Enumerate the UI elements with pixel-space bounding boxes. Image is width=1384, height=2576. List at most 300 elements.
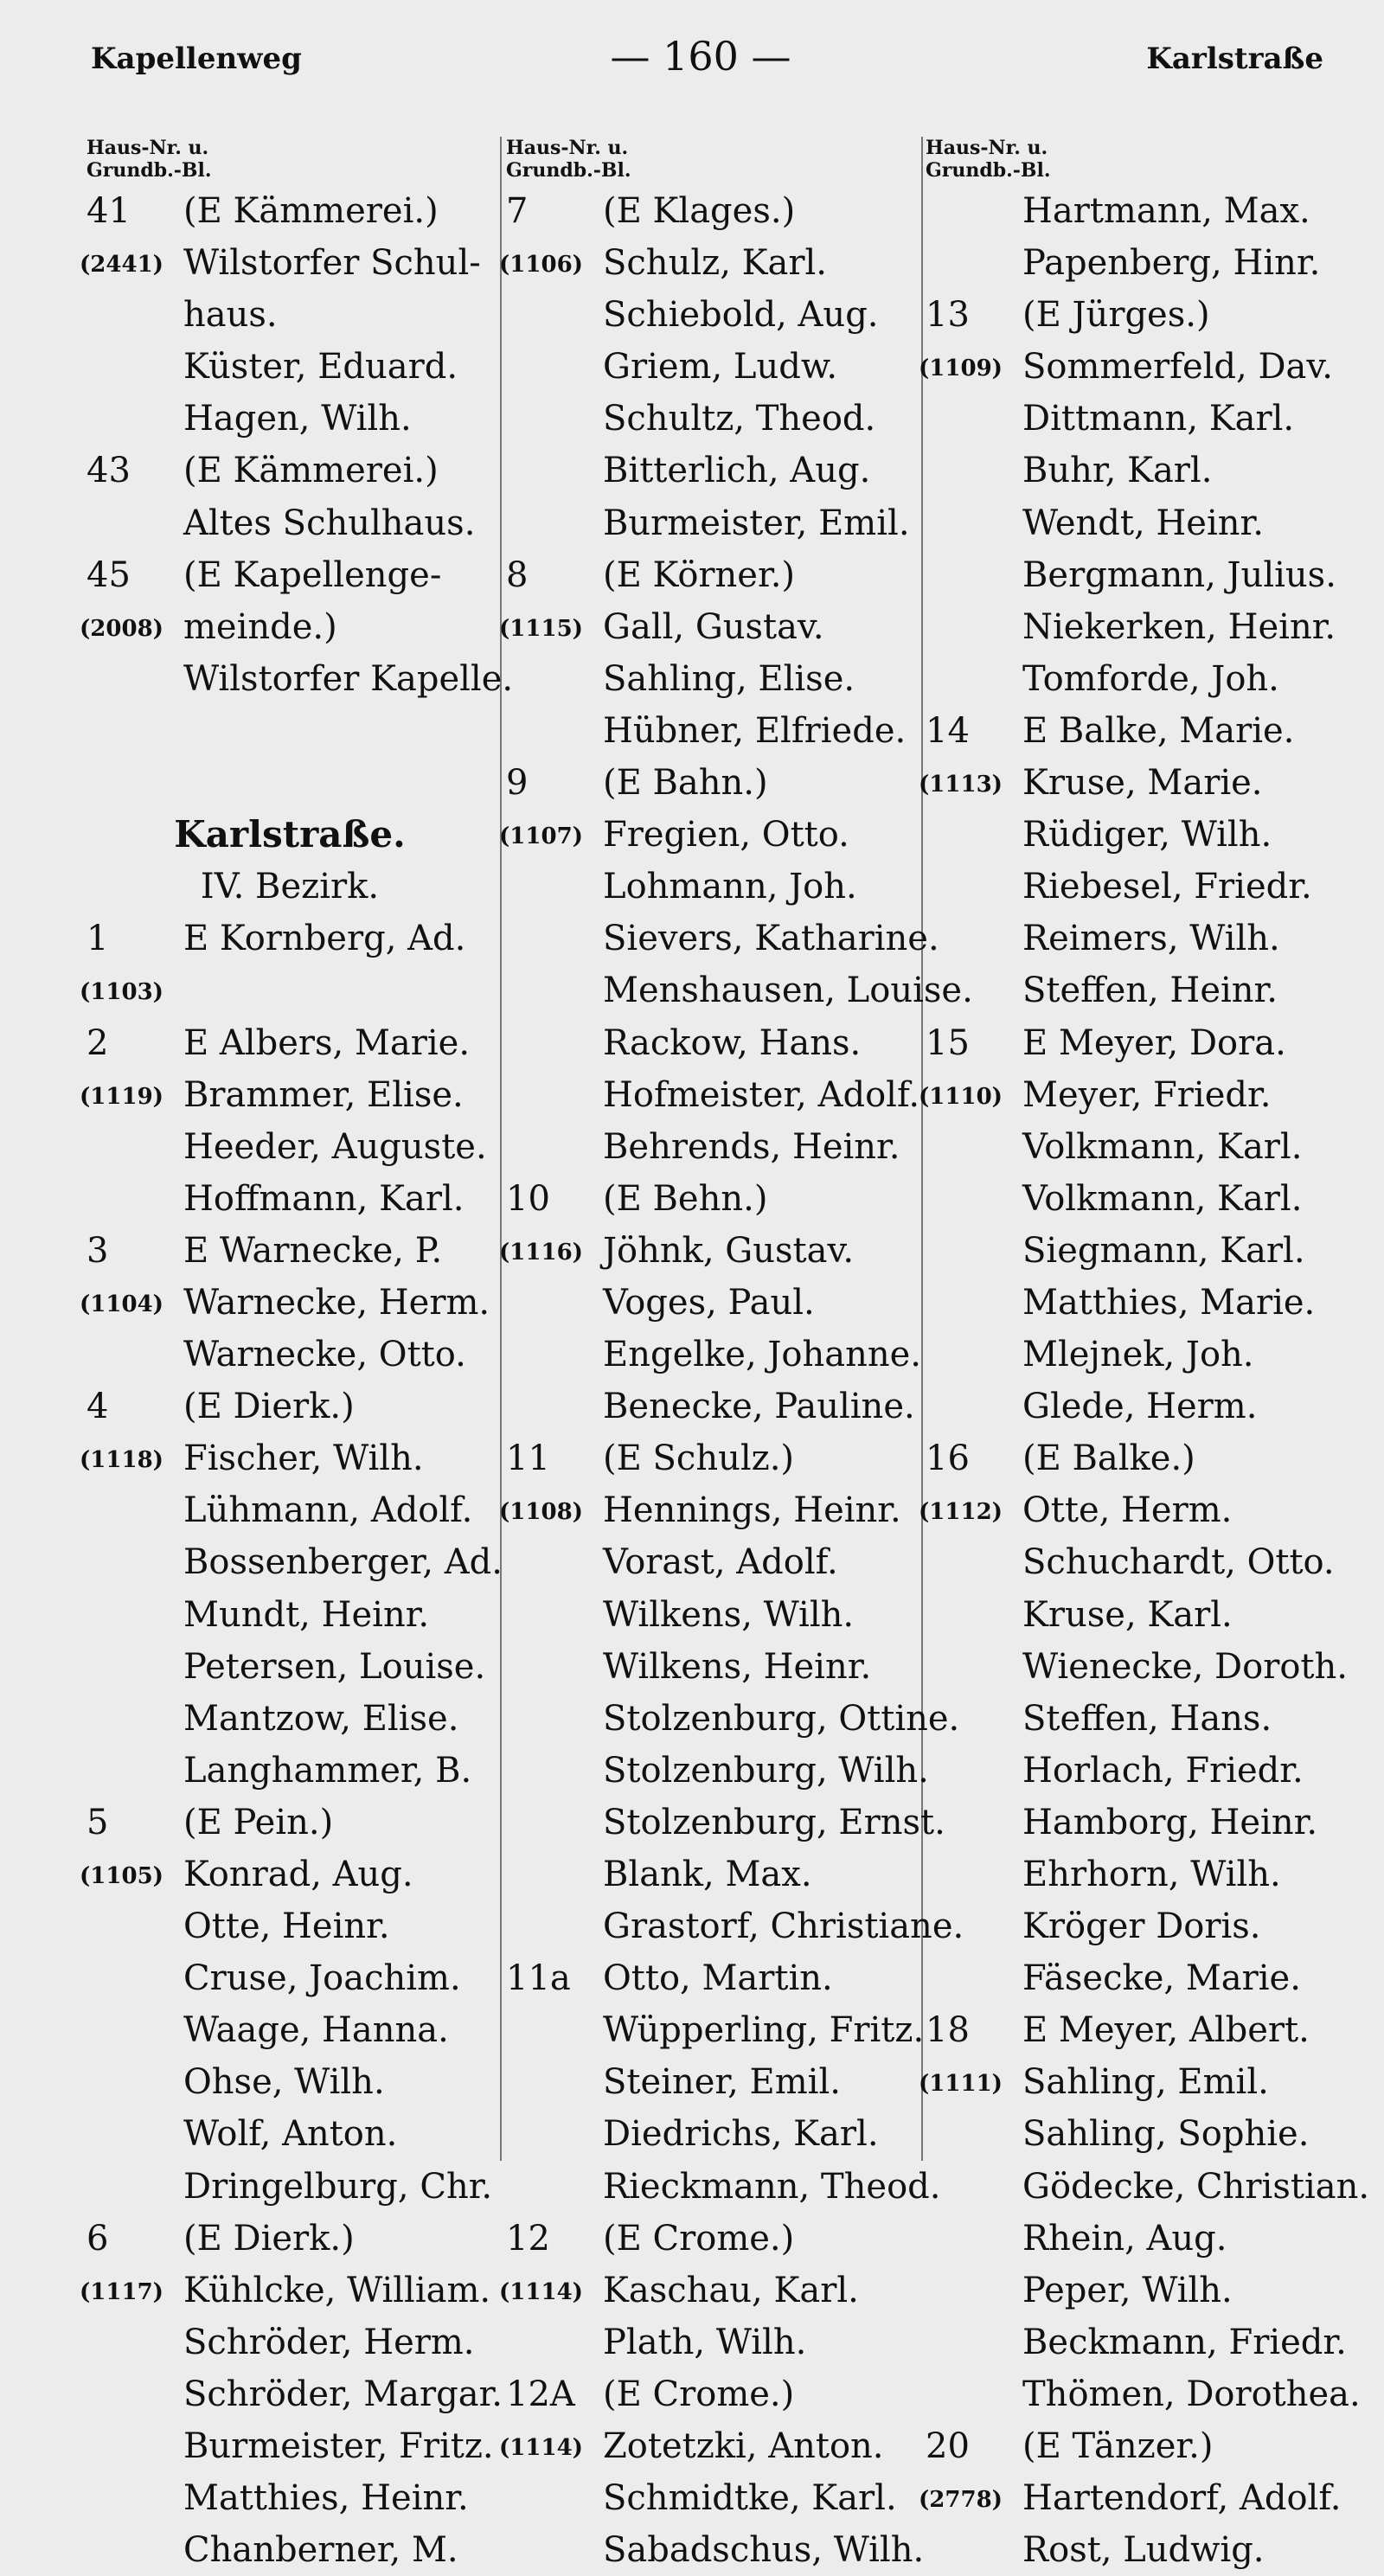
- directory-entry: [80, 964, 493, 1016]
- directory-entry: [86, 1797, 493, 1849]
- resident-name: Schultz, Theod.: [603, 399, 876, 439]
- directory-entry: [506, 549, 939, 601]
- resident-name: Siegmann, Karl.: [1022, 1230, 1305, 1271]
- directory-entry: [80, 1432, 493, 1484]
- resident-name: Wüpperling, Fritz.: [603, 2010, 925, 2051]
- resident-name: (E Dierk.): [183, 1387, 355, 1427]
- column-header-line: Grundb.-Bl.: [506, 159, 631, 182]
- house-number: 2: [86, 1022, 109, 1063]
- directory-entry: [506, 1797, 945, 1849]
- directory-entry: [506, 393, 939, 445]
- directory-entry: [926, 1017, 1367, 1069]
- resident-name: Waage, Hanna.: [183, 2010, 449, 2051]
- resident-name: (E Balke.): [1022, 1439, 1195, 1479]
- resident-name: Burmeister, Emil.: [603, 503, 910, 543]
- resident-name: Kruse, Marie.: [1022, 763, 1263, 804]
- resident-name: Stolzenburg, Ernst.: [603, 1802, 945, 1842]
- resident-name: Hoffmann, Karl.: [183, 1178, 465, 1219]
- resident-name: Otte, Heinr.: [183, 1906, 390, 1947]
- directory-entry: [926, 549, 1367, 601]
- house-number: 11: [506, 1439, 550, 1479]
- resident-name: Peper, Wilh.: [1022, 2270, 1233, 2310]
- directory-entry: [86, 1693, 493, 1745]
- resident-name: Voges, Paul.: [603, 1282, 815, 1323]
- directory-entry: [86, 2004, 493, 2056]
- directory-entry: [926, 1277, 1367, 1329]
- resident-name: Ehrhorn, Wilh.: [1022, 1855, 1281, 1894]
- directory-entry: [86, 2420, 493, 2472]
- resident-name: Warnecke, Herm.: [183, 1282, 490, 1323]
- resident-name: Heeder, Auguste.: [183, 1126, 487, 1167]
- resident-name: Behrends, Heinr.: [603, 1126, 900, 1167]
- directory-entry: [506, 964, 973, 1016]
- house-number: 6: [86, 2218, 109, 2259]
- directory-entry: [86, 1225, 493, 1277]
- resident-name: (E Behn.): [603, 1178, 768, 1219]
- directory-entry: [506, 1381, 939, 1432]
- directory-entry: [926, 1173, 1367, 1225]
- resident-name: Hamborg, Heinr.: [1022, 1802, 1318, 1842]
- land-register-number: (1109): [919, 356, 1003, 382]
- directory-entry: [506, 1589, 939, 1641]
- house-number: 14: [926, 710, 970, 751]
- directory-entry: [86, 445, 493, 497]
- directory-entry: [506, 2004, 939, 2056]
- house-number: 18: [926, 2010, 970, 2051]
- directory-entry: [926, 289, 1367, 341]
- directory-column-1: [80, 137, 514, 2576]
- resident-name: Otte, Herm.: [1022, 1490, 1233, 1531]
- directory-entry: [506, 2472, 939, 2524]
- resident-name: Rackow, Hans.: [603, 1022, 862, 1063]
- district-heading: IV. Bezirk.: [200, 867, 380, 907]
- house-number: 41: [86, 191, 131, 231]
- directory-entry: [506, 1017, 939, 1069]
- resident-name: Griem, Ludw.: [603, 347, 838, 388]
- column-header-line: Haus-Nr. u.: [86, 137, 209, 159]
- land-register-number: (1112): [919, 1499, 1003, 1526]
- land-register-number: (1107): [499, 823, 583, 850]
- resident-name: Schiebold, Aug.: [603, 295, 879, 336]
- resident-name: Kruse, Karl.: [1022, 1594, 1233, 1635]
- house-number: 20: [926, 2426, 970, 2467]
- resident-name: (E Kämmerei.): [183, 191, 439, 231]
- land-register-number: (1110): [919, 1083, 1003, 1110]
- directory-entry: [506, 2056, 939, 2108]
- resident-name: Schmidtke, Karl.: [603, 2478, 897, 2519]
- directory-entry: [926, 2368, 1367, 2420]
- directory-entry: [86, 2161, 493, 2213]
- resident-name: Wilstorfer Schul-: [183, 243, 481, 284]
- house-number: 12: [506, 2218, 550, 2259]
- column-header: [506, 137, 939, 185]
- directory-entry: [506, 1277, 939, 1329]
- resident-name: Steiner, Emil.: [603, 2062, 841, 2103]
- directory-entry: [506, 913, 939, 964]
- resident-name: Hagen, Wilh.: [183, 399, 412, 439]
- land-register-number: (1111): [919, 2071, 1003, 2098]
- directory-entry: [506, 1069, 939, 1121]
- directory-entry: [506, 1849, 939, 1900]
- directory-entry: [926, 964, 1367, 1016]
- directory-entry: [86, 1536, 503, 1588]
- directory-entry: [80, 237, 493, 289]
- resident-name: Cruse, Joachim.: [183, 1958, 461, 1999]
- resident-name: Rost, Ludwig.: [1022, 2530, 1265, 2571]
- resident-name: Zotetzki, Anton.: [603, 2426, 884, 2467]
- directory-entry: [926, 2213, 1367, 2265]
- resident-name: (E Schulz.): [603, 1439, 795, 1479]
- directory-entry: [506, 1952, 939, 2004]
- directory-entry: [80, 601, 493, 653]
- resident-name: (E Jürges.): [1022, 295, 1210, 336]
- directory-entry: [86, 1745, 493, 1797]
- directory-entry: [499, 1225, 939, 1277]
- resident-name: Langhammer, B.: [183, 1750, 472, 1791]
- directory-entry: [86, 2316, 493, 2368]
- directory-entry: [86, 2472, 493, 2524]
- column-header: [86, 137, 493, 185]
- directory-entry: [86, 1017, 493, 1069]
- directory-entry: [506, 2524, 939, 2576]
- resident-name: E Warnecke, P.: [183, 1230, 443, 1271]
- resident-name: Wienecke, Doroth.: [1022, 1646, 1348, 1687]
- directory-entry: [506, 2108, 939, 2160]
- resident-name: Blank, Max.: [603, 1855, 812, 1894]
- directory-entry: [506, 1121, 939, 1173]
- resident-name: Wendt, Heinr.: [1022, 503, 1264, 543]
- directory-entry: [926, 809, 1367, 861]
- directory-entry: [506, 1693, 960, 1745]
- resident-name: Rieckmann, Theod.: [603, 2166, 941, 2207]
- house-number: 11a: [506, 1958, 571, 1999]
- directory-entry: [86, 1329, 493, 1381]
- directory-entry: [86, 2368, 503, 2420]
- directory-entry: [926, 653, 1367, 705]
- column-header: [926, 137, 1367, 185]
- directory-entry: [926, 1745, 1367, 1797]
- land-register-number: (2441): [80, 252, 163, 279]
- resident-name: Hennings, Heinr.: [603, 1490, 901, 1531]
- resident-name: Bergmann, Julius.: [1022, 554, 1336, 595]
- resident-name: Bossenberger, Ad.: [183, 1542, 503, 1583]
- resident-name: Ohse, Wilh.: [183, 2062, 385, 2103]
- resident-name: Otto, Martin.: [603, 1958, 833, 1999]
- house-number: 10: [506, 1178, 550, 1219]
- directory-entry: [506, 289, 939, 341]
- directory-entry: [506, 2161, 939, 2213]
- land-register-number: (1113): [919, 772, 1003, 798]
- directory-entry: [86, 2056, 493, 2108]
- directory-entry: [926, 1849, 1367, 1900]
- resident-name: Sahling, Elise.: [603, 658, 855, 699]
- directory-entry: [80, 1849, 493, 1900]
- resident-name: Matthies, Marie.: [1022, 1282, 1316, 1323]
- land-register-number: (1105): [80, 1863, 163, 1889]
- land-register-number: (1119): [80, 1083, 163, 1110]
- directory-column-3: [919, 137, 1370, 2576]
- resident-name: Niekerken, Heinr.: [1022, 606, 1336, 647]
- directory-entry: [506, 2368, 939, 2420]
- directory-entry: [926, 1381, 1367, 1432]
- spacer: [86, 757, 493, 809]
- directory-entry: [86, 185, 493, 237]
- land-register-number: (1106): [499, 252, 583, 279]
- directory-entry: [919, 757, 1367, 809]
- resident-name: E Balke, Marie.: [1022, 710, 1295, 751]
- directory-entry: [926, 2316, 1367, 2368]
- directory-entry: [926, 2161, 1370, 2213]
- directory-entry: [926, 393, 1367, 445]
- resident-name: Tomforde, Joh.: [1022, 658, 1279, 699]
- directory-entry: [926, 1900, 1367, 1952]
- resident-name: Altes Schulhaus.: [183, 503, 476, 543]
- directory-entry: [506, 653, 939, 705]
- directory-entry: [926, 601, 1367, 653]
- resident-name: Riebesel, Friedr.: [1022, 867, 1312, 907]
- resident-name: Beckmann, Friedr.: [1022, 2322, 1347, 2362]
- directory-entry: [919, 2472, 1367, 2524]
- directory-entry: [80, 1277, 493, 1329]
- directory-entry: [86, 913, 493, 964]
- directory-entry: [926, 1536, 1367, 1588]
- running-head-left: Kapellenweg: [91, 42, 302, 76]
- resident-name: Hartendorf, Adolf.: [1022, 2478, 1342, 2519]
- resident-name: Mundt, Heinr.: [183, 1594, 430, 1635]
- resident-name: Stolzenburg, Ottine.: [603, 1698, 960, 1739]
- directory-entry: [926, 2108, 1367, 2160]
- directory-entry: [499, 2420, 939, 2472]
- resident-name: (E Pein.): [183, 1802, 334, 1842]
- resident-name: Stolzenburg, Wilh.: [603, 1750, 929, 1791]
- directory-entry: [926, 861, 1367, 913]
- resident-name: Dittmann, Karl.: [1022, 399, 1295, 439]
- resident-name: Sommerfeld, Dav.: [1022, 347, 1333, 388]
- directory-entry: [506, 705, 939, 757]
- resident-name: Steffen, Hans.: [1022, 1698, 1272, 1739]
- resident-name: Mlejnek, Joh.: [1022, 1335, 1254, 1375]
- directory-entry: [499, 809, 939, 861]
- resident-name: (E Kämmerei.): [183, 451, 439, 491]
- resident-name: Benecke, Pauline.: [603, 1387, 915, 1427]
- resident-name: (E Körner.): [603, 554, 796, 595]
- resident-name: Konrad, Aug.: [183, 1855, 413, 1894]
- resident-name: Hartmann, Max.: [1022, 191, 1310, 231]
- resident-name: Schulz, Karl.: [603, 243, 827, 284]
- house-number: 5: [86, 1802, 109, 1842]
- house-number: 15: [926, 1022, 970, 1063]
- directory-entry: [80, 1069, 493, 1121]
- directory-entry: [86, 549, 493, 601]
- directory-entry: [926, 1797, 1367, 1849]
- land-register-number: (1115): [499, 615, 583, 642]
- directory-entry: [919, 1484, 1367, 1536]
- land-register-number: (2778): [919, 2487, 1003, 2514]
- directory-entry: [86, 2213, 493, 2265]
- directory-entry: [926, 2420, 1367, 2472]
- resident-name: (E Kapellenge-: [183, 554, 442, 595]
- directory-entry: [86, 1641, 493, 1693]
- resident-name: Küster, Eduard.: [183, 347, 458, 388]
- resident-name: Wilkens, Wilh.: [603, 1594, 855, 1635]
- directory-entry: [926, 1952, 1367, 2004]
- directory-entry: [506, 861, 939, 913]
- directory-entry: [506, 1329, 939, 1381]
- directory-entry: [926, 1589, 1367, 1641]
- resident-name: Fäsecke, Marie.: [1022, 1958, 1301, 1999]
- house-number: 13: [926, 295, 970, 336]
- resident-name: Kröger Doris.: [1022, 1906, 1261, 1947]
- directory-entry: [499, 601, 939, 653]
- resident-name: Kühlcke, William.: [183, 2270, 491, 2310]
- directory-entry: [86, 1381, 493, 1432]
- directory-entry: [506, 1432, 939, 1484]
- resident-name: Steffen, Heinr.: [1022, 971, 1278, 1011]
- resident-name: Matthies, Heinr.: [183, 2478, 469, 2519]
- resident-name: Schröder, Margar.: [183, 2374, 503, 2414]
- resident-name: Schuchardt, Otto.: [1022, 1542, 1335, 1583]
- directory-entry: [926, 1329, 1367, 1381]
- house-number: 9: [506, 763, 529, 804]
- directory-entry: [506, 2316, 939, 2368]
- resident-name: haus.: [183, 295, 278, 336]
- directory-entry: [86, 1900, 493, 1952]
- column-divider: [500, 137, 502, 2161]
- house-number: 43: [86, 451, 131, 491]
- directory-entry: [926, 913, 1367, 964]
- resident-name: Diedrichs, Karl.: [603, 2114, 879, 2155]
- resident-name: Schröder, Herm.: [183, 2322, 475, 2362]
- resident-name: Fischer, Wilh.: [183, 1439, 424, 1479]
- land-register-number: (1114): [499, 2435, 583, 2462]
- directory-entry: [86, 1121, 493, 1173]
- directory-entry: [919, 341, 1367, 393]
- resident-name: Chanberner, M.: [183, 2530, 458, 2571]
- directory-entry: [926, 185, 1367, 237]
- resident-name: E Meyer, Dora.: [1022, 1022, 1286, 1063]
- directory-entry: [86, 2108, 493, 2160]
- directory-entry: [506, 445, 939, 497]
- resident-name: Gall, Gustav.: [603, 606, 824, 647]
- directory-entry: [926, 1121, 1367, 1173]
- directory-entry: [926, 2524, 1367, 2576]
- resident-name: Volkmann, Karl.: [1022, 1178, 1303, 1219]
- directory-entry: [506, 1745, 939, 1797]
- directory-entry: [80, 2265, 493, 2316]
- resident-name: Hübner, Elfriede.: [603, 710, 907, 751]
- land-register-number: (1116): [499, 1239, 583, 1266]
- resident-name: Plath, Wilh.: [603, 2322, 807, 2362]
- page-number: — 160 —: [610, 33, 791, 80]
- resident-name: Volkmann, Karl.: [1022, 1126, 1303, 1167]
- house-number: 8: [506, 554, 529, 595]
- directory-entry: [86, 497, 493, 549]
- resident-name: Petersen, Louise.: [183, 1646, 486, 1687]
- resident-name: Thömen, Dorothea.: [1022, 2374, 1361, 2414]
- resident-name: Wilstorfer Kapelle.: [183, 658, 514, 699]
- house-number: 1: [86, 919, 109, 959]
- street-heading: Karlstraße.: [174, 813, 406, 856]
- house-number: 16: [926, 1439, 970, 1479]
- resident-name: Grastorf, Christiane.: [603, 1906, 964, 1947]
- resident-name: Lühmann, Adolf.: [183, 1490, 473, 1531]
- resident-name: Engelke, Johanne.: [603, 1335, 922, 1375]
- directory-entry: [926, 1225, 1367, 1277]
- resident-name: Kaschau, Karl.: [603, 2270, 859, 2310]
- directory-entry: [926, 2265, 1367, 2316]
- directory-entry: [86, 1952, 493, 2004]
- resident-name: Bitterlich, Aug.: [603, 451, 871, 491]
- directory-entry: [86, 393, 493, 445]
- directory-entry: [926, 705, 1367, 757]
- directory-entry: [86, 653, 514, 705]
- directory-entry: [926, 1641, 1367, 1693]
- directory-entry: [926, 237, 1367, 289]
- resident-name: Meyer, Friedr.: [1022, 1074, 1272, 1115]
- land-register-number: (1104): [80, 1291, 163, 1317]
- resident-name: Vorast, Adolf.: [603, 1542, 838, 1583]
- house-number: 3: [86, 1230, 109, 1271]
- resident-name: (E Klages.): [603, 191, 796, 231]
- resident-name: Reimers, Wilh.: [1022, 919, 1280, 959]
- house-number: 12A: [506, 2374, 575, 2414]
- column-header-line: Grundb.-Bl.: [926, 159, 1051, 182]
- resident-name: (E Dierk.): [183, 2218, 355, 2259]
- resident-name: Brammer, Elise.: [183, 1074, 464, 1115]
- house-number: 45: [86, 554, 131, 595]
- directory-entry: [499, 237, 939, 289]
- directory-entry: [506, 185, 939, 237]
- land-register-number: (1117): [80, 2278, 163, 2305]
- resident-name: Sahling, Sophie.: [1022, 2114, 1310, 2155]
- directory-entry: [919, 2056, 1367, 2108]
- directory-entry: [926, 1432, 1367, 1484]
- resident-name: Warnecke, Otto.: [183, 1335, 466, 1375]
- resident-name: (E Bahn.): [603, 763, 768, 804]
- land-register-number: (2008): [80, 615, 163, 642]
- running-head-right: Karlstraße: [1146, 42, 1323, 76]
- directory-entry: [919, 1069, 1367, 1121]
- resident-name: Menshausen, Louise.: [603, 971, 973, 1011]
- directory-entry: [506, 1900, 964, 1952]
- directory-entry: [506, 1173, 939, 1225]
- directory-entry: [926, 2004, 1367, 2056]
- directory-entry: [86, 2524, 493, 2576]
- spacer: [86, 705, 493, 757]
- directory-entry: [506, 1641, 939, 1693]
- resident-name: Burmeister, Fritz.: [183, 2426, 494, 2467]
- resident-name: Buhr, Karl.: [1022, 451, 1213, 491]
- resident-name: Hofmeister, Adolf.: [603, 1074, 920, 1115]
- resident-name: E Albers, Marie.: [183, 1022, 471, 1063]
- directory-entry: [506, 497, 939, 549]
- directory-entry: [506, 2213, 939, 2265]
- resident-name: (E Crome.): [603, 2374, 795, 2414]
- resident-name: E Kornberg, Ad.: [183, 919, 466, 959]
- house-number: 4: [86, 1387, 109, 1427]
- directory-entry: [926, 445, 1367, 497]
- land-register-number: (1103): [80, 979, 163, 1006]
- directory-entry: [506, 341, 939, 393]
- column-header-line: Grundb.-Bl.: [86, 159, 212, 182]
- directory-entry: [499, 2265, 939, 2316]
- directory-entry: [926, 1693, 1367, 1745]
- house-number: 7: [506, 191, 529, 231]
- directory-entry: [506, 1536, 939, 1588]
- directory-entry: [86, 1484, 493, 1536]
- resident-name: Dringelburg, Chr.: [183, 2166, 493, 2207]
- resident-name: Rhein, Aug.: [1022, 2218, 1227, 2259]
